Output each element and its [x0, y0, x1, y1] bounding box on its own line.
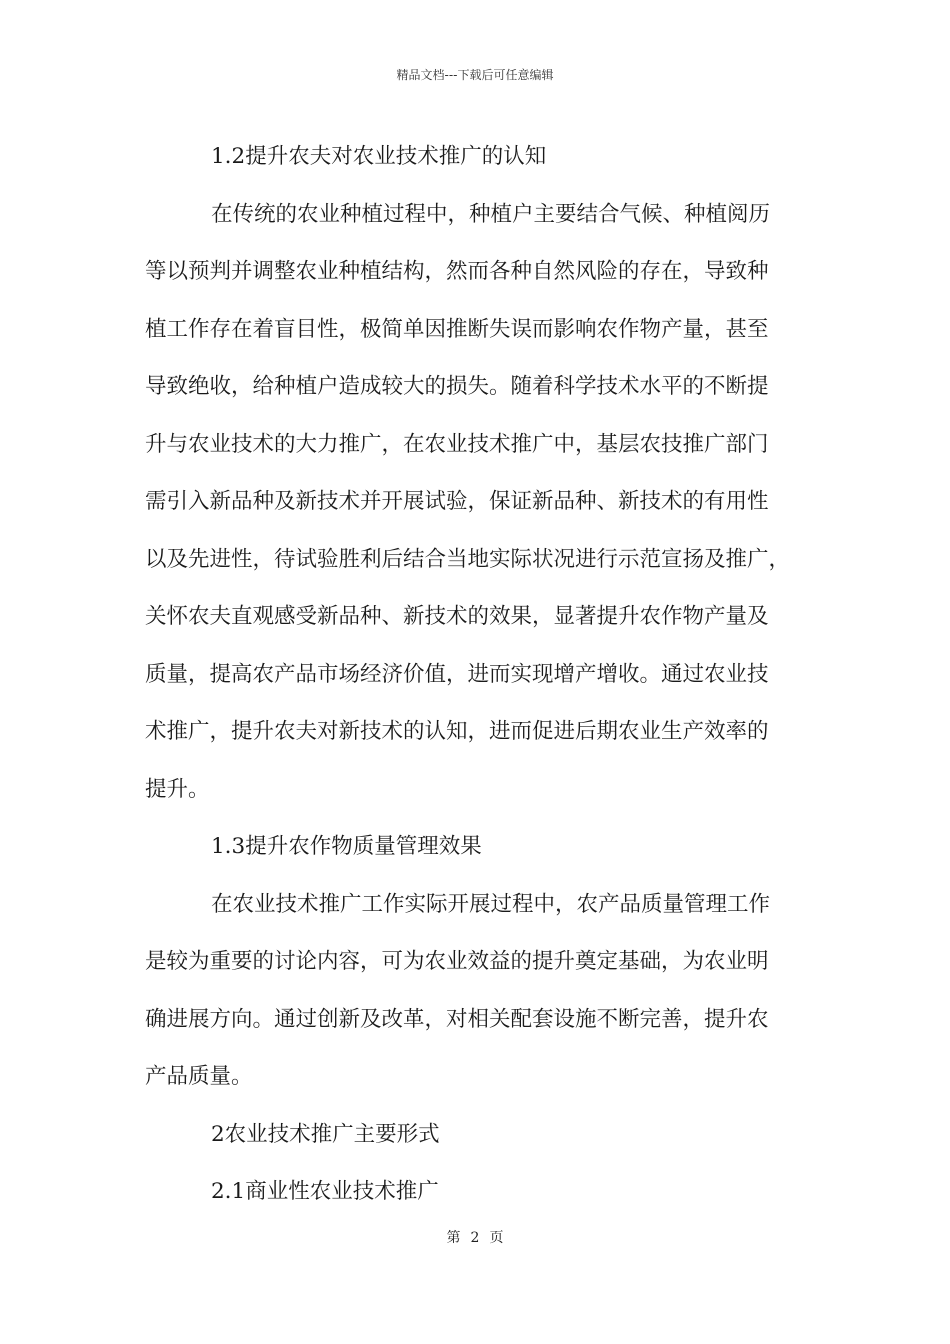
text-line: 质量，提高农产品市场经济价值，进而实现增产增收。通过农业技	[145, 661, 769, 687]
text-line: 产品质量。	[145, 1064, 253, 1089]
text-line: 1.3提升农作物质量管理效果	[211, 834, 482, 859]
text-line: 植工作存在着盲目性，极简单因推断失误而影响农作物产量，甚至	[145, 316, 769, 342]
text-line: 需引入新品种及新技术并开展试验，保证新品种、新技术的有用性	[145, 489, 769, 514]
page-footer	[0, 1227, 950, 1247]
text-line: 等以预判并调整农业种植结构，然而各种自然风险的存在，导致种	[145, 259, 769, 284]
text-line: 以及先进性，待试验胜利后结合当地实际状况进行示范宣扬及推广，	[145, 546, 791, 572]
footer-suffix: 页	[489, 1230, 504, 1246]
document-body	[145, 128, 815, 1221]
text-line: 是较为重要的讨论内容，可为农业效益的提升奠定基础，为农业明	[145, 949, 769, 974]
text-line: 确进展方向。通过创新及改革，对相关配套设施不断完善，提升农	[145, 1006, 769, 1032]
page-header: 精品文档---下载后可任意编辑	[396, 68, 554, 82]
text-line: 2农业技术推广主要形式	[211, 1121, 440, 1147]
text-line: 升与农业技术的大力推广，在农业技术推广中，基层农技推广部门	[145, 431, 769, 457]
text-line: 在传统的农业种植过程中，种植户主要结合气候、种植阅历	[211, 201, 771, 227]
page-number: 2	[470, 1230, 480, 1246]
text-line: 术推广，提升农夫对新技术的认知，进而促进后期农业生产效率的	[145, 719, 769, 744]
footer-prefix: 第	[446, 1230, 461, 1246]
text-line: 提升。	[145, 776, 210, 802]
text-line: 关怀农夫直观感受新品种、新技术的效果，显著提升农作物产量及	[145, 604, 769, 629]
text-line: 导致绝收，给种植户造成较大的损失。随着科学技术水平的不断提	[145, 374, 769, 399]
text-line: 在农业技术推广工作实际开展过程中，农产品质量管理工作	[211, 891, 771, 917]
text-line: 2.1商业性农业技术推广	[211, 1179, 439, 1204]
text-line: 1.2提升农夫对农业技术推广的认知	[211, 144, 547, 169]
